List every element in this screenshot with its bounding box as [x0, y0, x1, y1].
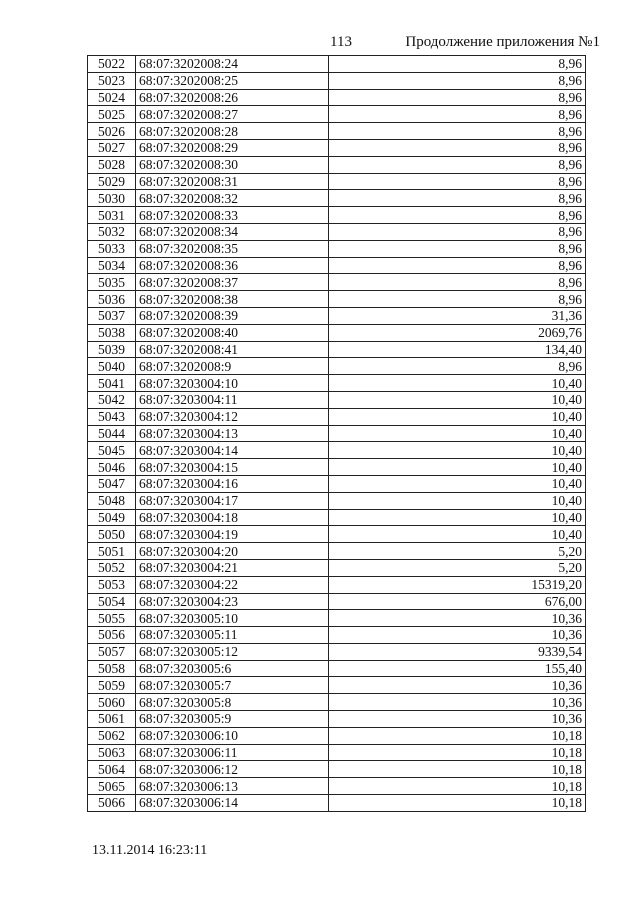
- table-row: [88, 156, 586, 173]
- row-number-cell: 5047: [88, 475, 136, 492]
- cadastral-number-cell: 68:07:3203006:11: [136, 744, 329, 761]
- cadastral-number-cell: 68:07:3203004:12: [136, 408, 329, 425]
- row-number-cell: 5045: [88, 442, 136, 459]
- row-number-cell: 5026: [88, 123, 136, 140]
- row-number-cell: 5051: [88, 543, 136, 560]
- cadastral-number-cell: 68:07:3203004:18: [136, 509, 329, 526]
- value-cell: 10,18: [329, 778, 586, 795]
- table-row: [88, 526, 586, 543]
- table-row: [88, 610, 586, 627]
- value-cell: 8,96: [329, 257, 586, 274]
- row-number-cell: 5037: [88, 307, 136, 324]
- table-row: [88, 576, 586, 593]
- value-cell: 10,40: [329, 442, 586, 459]
- row-number-cell: 5028: [88, 156, 136, 173]
- value-cell: 10,40: [329, 509, 586, 526]
- value-cell: 8,96: [329, 223, 586, 240]
- row-number-cell: 5044: [88, 425, 136, 442]
- row-number-cell: 5030: [88, 190, 136, 207]
- row-number-cell: 5042: [88, 391, 136, 408]
- cadastral-number-cell: 68:07:3203004:16: [136, 475, 329, 492]
- table-row: [88, 324, 586, 341]
- table-row: [88, 643, 586, 660]
- row-number-cell: 5032: [88, 223, 136, 240]
- value-cell: 5,20: [329, 543, 586, 560]
- cadastral-number-cell: 68:07:3202008:33: [136, 207, 329, 224]
- row-number-cell: 5043: [88, 408, 136, 425]
- row-number-cell: 5063: [88, 744, 136, 761]
- table-row: [88, 341, 586, 358]
- cadastral-number-cell: 68:07:3203004:13: [136, 425, 329, 442]
- data-table: [87, 55, 586, 812]
- table-body: [88, 56, 586, 812]
- cadastral-number-cell: 68:07:3203006:14: [136, 795, 329, 812]
- value-cell: 8,96: [329, 173, 586, 190]
- table-row: [88, 660, 586, 677]
- row-number-cell: 5058: [88, 660, 136, 677]
- value-cell: 10,36: [329, 711, 586, 728]
- cadastral-number-cell: 68:07:3203004:17: [136, 492, 329, 509]
- value-cell: 5,20: [329, 559, 586, 576]
- table-row: [88, 274, 586, 291]
- footer-timestamp: 13.11.2014 16:23:11: [92, 843, 208, 858]
- row-number-cell: 5050: [88, 526, 136, 543]
- row-number-cell: 5059: [88, 677, 136, 694]
- row-number-cell: 5033: [88, 240, 136, 257]
- value-cell: 9339,54: [329, 643, 586, 660]
- table-row: [88, 543, 586, 560]
- value-cell: 8,96: [329, 106, 586, 123]
- table-row: [88, 408, 586, 425]
- cadastral-number-cell: 68:07:3202008:41: [136, 341, 329, 358]
- row-number-cell: 5039: [88, 341, 136, 358]
- table-row: [88, 257, 586, 274]
- value-cell: 8,96: [329, 56, 586, 73]
- cadastral-number-cell: 68:07:3203005:10: [136, 610, 329, 627]
- table-row: [88, 711, 586, 728]
- cadastral-number-cell: 68:07:3202008:26: [136, 89, 329, 106]
- value-cell: 10,40: [329, 526, 586, 543]
- table-row: [88, 761, 586, 778]
- table-row: [88, 207, 586, 224]
- value-cell: 10,40: [329, 425, 586, 442]
- value-cell: 8,96: [329, 156, 586, 173]
- cadastral-number-cell: 68:07:3203006:13: [136, 778, 329, 795]
- table-row: [88, 291, 586, 308]
- value-cell: 10,40: [329, 375, 586, 392]
- value-cell: 10,36: [329, 677, 586, 694]
- cadastral-number-cell: 68:07:3202008:35: [136, 240, 329, 257]
- cadastral-number-cell: 68:07:3203005:7: [136, 677, 329, 694]
- value-cell: 10,18: [329, 744, 586, 761]
- row-number-cell: 5065: [88, 778, 136, 795]
- row-number-cell: 5061: [88, 711, 136, 728]
- cadastral-number-cell: 68:07:3202008:25: [136, 72, 329, 89]
- cadastral-number-cell: 68:07:3202008:31: [136, 173, 329, 190]
- cadastral-number-cell: 68:07:3203005:12: [136, 643, 329, 660]
- value-cell: 10,36: [329, 610, 586, 627]
- cadastral-number-cell: 68:07:3203004:20: [136, 543, 329, 560]
- cadastral-number-cell: 68:07:3203005:9: [136, 711, 329, 728]
- value-cell: 8,96: [329, 89, 586, 106]
- table-row: [88, 627, 586, 644]
- table-row: [88, 459, 586, 476]
- row-number-cell: 5056: [88, 627, 136, 644]
- row-number-cell: 5022: [88, 56, 136, 73]
- table-row: [88, 240, 586, 257]
- row-number-cell: 5060: [88, 694, 136, 711]
- value-cell: 134,40: [329, 341, 586, 358]
- cadastral-number-cell: 68:07:3203006:12: [136, 761, 329, 778]
- row-number-cell: 5053: [88, 576, 136, 593]
- cadastral-number-cell: 68:07:3203004:19: [136, 526, 329, 543]
- value-cell: 10,40: [329, 408, 586, 425]
- row-number-cell: 5025: [88, 106, 136, 123]
- row-number-cell: 5024: [88, 89, 136, 106]
- value-cell: 10,18: [329, 761, 586, 778]
- row-number-cell: 5052: [88, 559, 136, 576]
- row-number-cell: 5048: [88, 492, 136, 509]
- table-row: [88, 190, 586, 207]
- value-cell: 15319,20: [329, 576, 586, 593]
- cadastral-number-cell: 68:07:3203004:15: [136, 459, 329, 476]
- table-row: [88, 425, 586, 442]
- table-row: [88, 593, 586, 610]
- row-number-cell: 5035: [88, 274, 136, 291]
- value-cell: 10,18: [329, 795, 586, 812]
- table-row: [88, 106, 586, 123]
- value-cell: 155,40: [329, 660, 586, 677]
- row-number-cell: 5027: [88, 139, 136, 156]
- table-row: [88, 72, 586, 89]
- table-row: [88, 123, 586, 140]
- cadastral-number-cell: 68:07:3202008:28: [136, 123, 329, 140]
- row-number-cell: 5038: [88, 324, 136, 341]
- cadastral-number-cell: 68:07:3202008:34: [136, 223, 329, 240]
- cadastral-number-cell: 68:07:3202008:29: [136, 139, 329, 156]
- cadastral-number-cell: 68:07:3202008:39: [136, 307, 329, 324]
- value-cell: 8,96: [329, 207, 586, 224]
- row-number-cell: 5029: [88, 173, 136, 190]
- row-number-cell: 5031: [88, 207, 136, 224]
- cadastral-number-cell: 68:07:3202008:9: [136, 358, 329, 375]
- value-cell: 10,36: [329, 694, 586, 711]
- row-number-cell: 5034: [88, 257, 136, 274]
- value-cell: 8,96: [329, 358, 586, 375]
- table-row: [88, 677, 586, 694]
- cadastral-number-cell: 68:07:3203005:11: [136, 627, 329, 644]
- cadastral-number-cell: 68:07:3203006:10: [136, 727, 329, 744]
- table-row: [88, 492, 586, 509]
- value-cell: 8,96: [329, 190, 586, 207]
- cadastral-number-cell: 68:07:3202008:40: [136, 324, 329, 341]
- cadastral-number-cell: 68:07:3203004:21: [136, 559, 329, 576]
- cadastral-number-cell: 68:07:3202008:32: [136, 190, 329, 207]
- table-row: [88, 173, 586, 190]
- row-number-cell: 5062: [88, 727, 136, 744]
- value-cell: 2069,76: [329, 324, 586, 341]
- row-number-cell: 5066: [88, 795, 136, 812]
- table-row: [88, 475, 586, 492]
- table-row: [88, 375, 586, 392]
- value-cell: 8,96: [329, 291, 586, 308]
- cadastral-number-cell: 68:07:3203004:22: [136, 576, 329, 593]
- value-cell: 8,96: [329, 72, 586, 89]
- value-cell: 8,96: [329, 240, 586, 257]
- table-row: [88, 727, 586, 744]
- cadastral-number-cell: 68:07:3203004:14: [136, 442, 329, 459]
- value-cell: 676,00: [329, 593, 586, 610]
- value-cell: 31,36: [329, 307, 586, 324]
- table-row: [88, 795, 586, 812]
- row-number-cell: 5055: [88, 610, 136, 627]
- table-row: [88, 778, 586, 795]
- cadastral-number-cell: 68:07:3202008:37: [136, 274, 329, 291]
- header-title: Продолжение приложения №1: [405, 34, 600, 50]
- value-cell: 8,96: [329, 123, 586, 140]
- value-cell: 10,36: [329, 627, 586, 644]
- value-cell: 10,40: [329, 391, 586, 408]
- cadastral-number-cell: 68:07:3203005:8: [136, 694, 329, 711]
- table-row: [88, 509, 586, 526]
- value-cell: 10,40: [329, 459, 586, 476]
- row-number-cell: 5046: [88, 459, 136, 476]
- table-row: [88, 442, 586, 459]
- value-cell: 10,40: [329, 492, 586, 509]
- table-row: [88, 307, 586, 324]
- value-cell: 10,18: [329, 727, 586, 744]
- cadastral-number-cell: 68:07:3203004:11: [136, 391, 329, 408]
- cadastral-number-cell: 68:07:3202008:36: [136, 257, 329, 274]
- cadastral-number-cell: 68:07:3202008:38: [136, 291, 329, 308]
- table-row: [88, 694, 586, 711]
- cadastral-number-cell: 68:07:3202008:24: [136, 56, 329, 73]
- table-row: [88, 744, 586, 761]
- row-number-cell: 5049: [88, 509, 136, 526]
- table-row: [88, 139, 586, 156]
- table-row: [88, 358, 586, 375]
- table-row: [88, 391, 586, 408]
- table-row: [88, 223, 586, 240]
- row-number-cell: 5036: [88, 291, 136, 308]
- row-number-cell: 5041: [88, 375, 136, 392]
- value-cell: 8,96: [329, 274, 586, 291]
- row-number-cell: 5023: [88, 72, 136, 89]
- page-number: 113: [330, 34, 352, 50]
- table-row: [88, 56, 586, 73]
- value-cell: 10,40: [329, 475, 586, 492]
- cadastral-number-cell: 68:07:3202008:30: [136, 156, 329, 173]
- row-number-cell: 5054: [88, 593, 136, 610]
- row-number-cell: 5064: [88, 761, 136, 778]
- table-row: [88, 89, 586, 106]
- cadastral-number-cell: 68:07:3203004:23: [136, 593, 329, 610]
- cadastral-number-cell: 68:07:3202008:27: [136, 106, 329, 123]
- cadastral-number-cell: 68:07:3203004:10: [136, 375, 329, 392]
- table-row: [88, 559, 586, 576]
- row-number-cell: 5057: [88, 643, 136, 660]
- row-number-cell: 5040: [88, 358, 136, 375]
- value-cell: 8,96: [329, 139, 586, 156]
- cadastral-number-cell: 68:07:3203005:6: [136, 660, 329, 677]
